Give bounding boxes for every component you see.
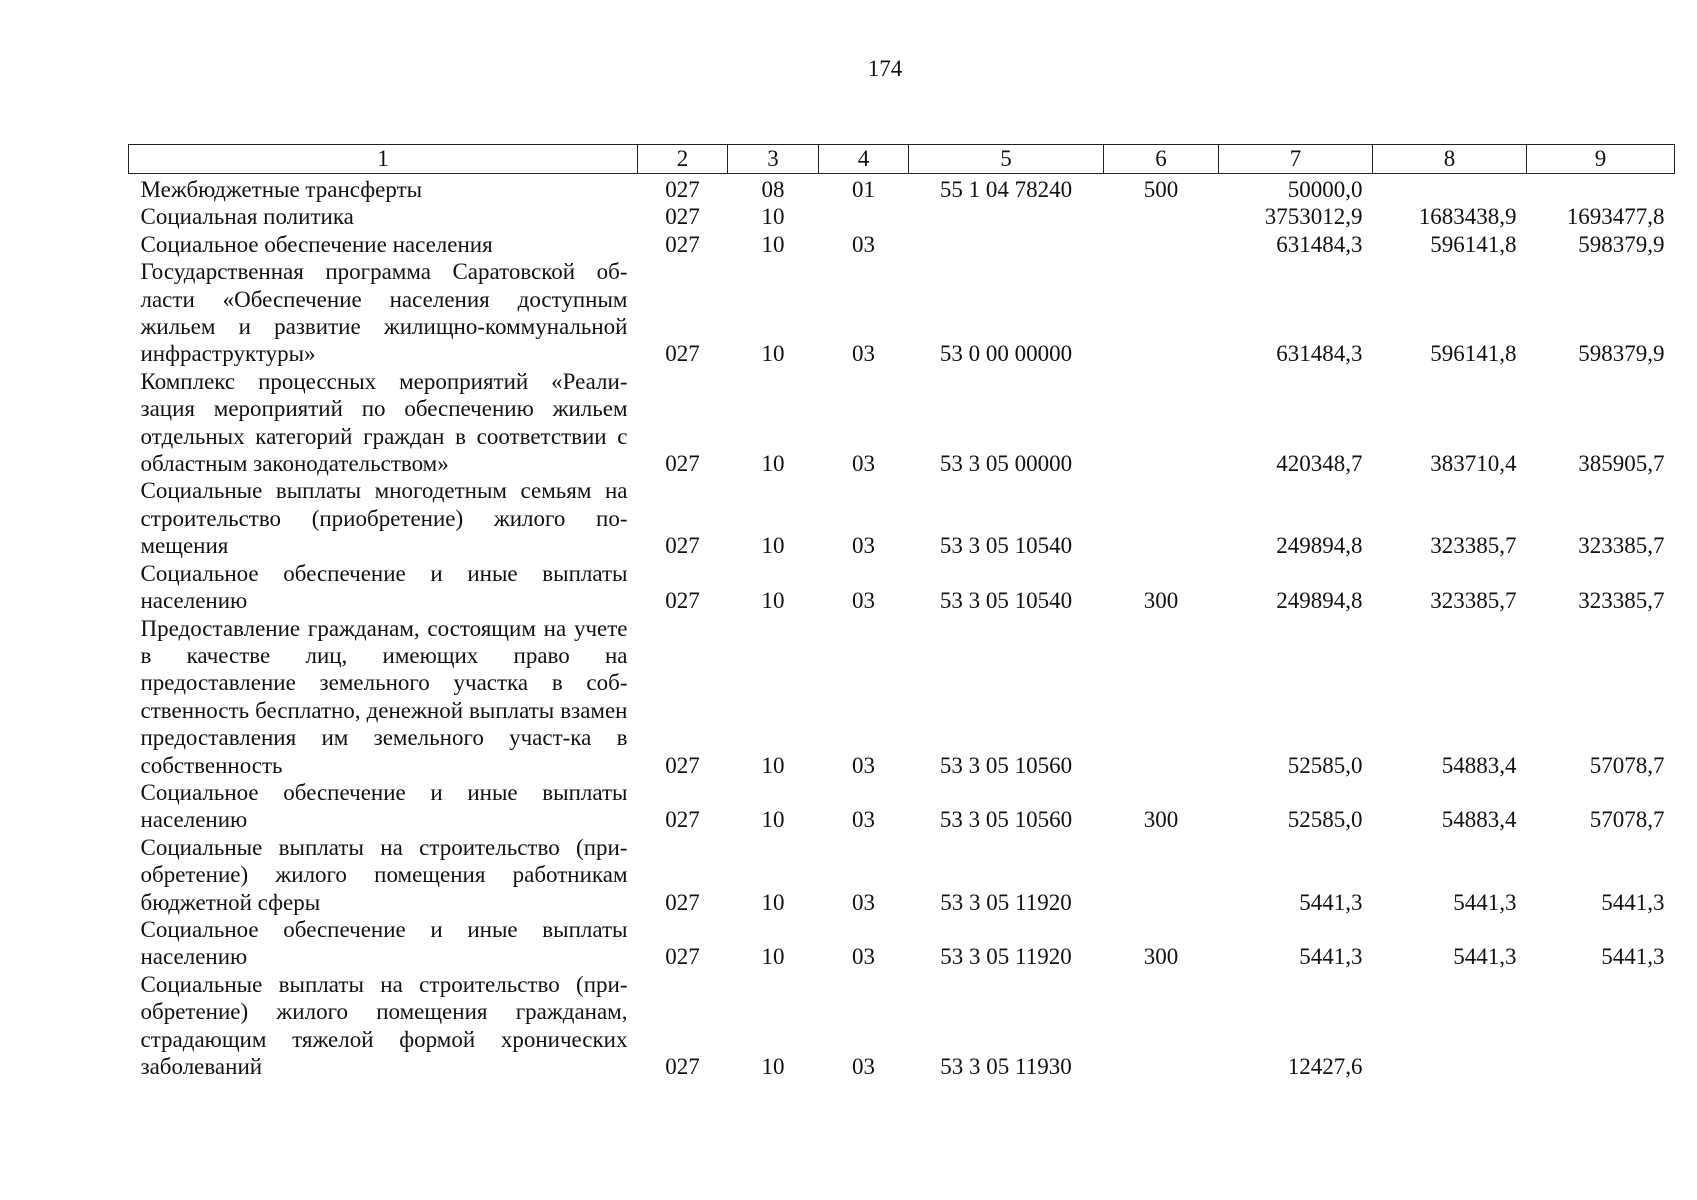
section-code: 10 xyxy=(761,1054,785,1079)
amount-year-2: 596141,8 xyxy=(1430,341,1517,367)
amount-year-3: 598379,9 xyxy=(1578,231,1665,257)
table-row xyxy=(129,916,1675,971)
admin-code: 027 xyxy=(665,533,700,559)
header-row xyxy=(129,145,1675,174)
table-row xyxy=(129,174,1675,204)
expense-type-code: 300 xyxy=(1143,944,1179,970)
admin-code: 027 xyxy=(665,1054,700,1079)
row-name: Предоставление гражданам, состоящим на учете в качестве лиц, имеющих право на предоставление земельного участка в соб-ственность бесплатно, денежной выплаты взамен предоставления им земельного участ-ка в собственность xyxy=(140,615,628,778)
table-row xyxy=(129,231,1675,258)
amount-year-3: 5441,3 xyxy=(1601,889,1665,915)
section-code: 10 xyxy=(761,451,785,477)
amount-year-2: 323385,7 xyxy=(1430,533,1517,559)
table-row xyxy=(129,477,1675,559)
amount-year-1: 5441,3 xyxy=(1299,944,1363,970)
column-header: 6 xyxy=(1104,145,1219,174)
table-row xyxy=(129,368,1675,478)
table-row xyxy=(129,779,1675,834)
amount-year-1: 52585,0 xyxy=(1287,807,1363,833)
amount-year-3: 57078,7 xyxy=(1589,752,1665,778)
row-name: Межбюджетные трансферты xyxy=(140,177,423,202)
expense-type-code xyxy=(1104,258,1219,368)
admin-code: 027 xyxy=(665,341,700,367)
target-code: 53 3 05 10540 xyxy=(939,533,1073,559)
admin-code: 027 xyxy=(665,752,700,778)
section-code: 10 xyxy=(761,889,785,915)
table-row xyxy=(129,615,1675,779)
amount-year-2: 54883,4 xyxy=(1441,807,1517,833)
target-code: 53 3 05 10540 xyxy=(939,588,1073,614)
admin-code: 027 xyxy=(665,807,700,833)
subsection-code: 03 xyxy=(852,807,875,833)
subsection-code: 01 xyxy=(852,177,875,202)
amount-year-1: 52585,0 xyxy=(1287,752,1363,778)
target-code: 53 3 05 00000 xyxy=(939,451,1073,477)
amount-year-3: 5441,3 xyxy=(1601,944,1665,970)
row-name: Социальные выплаты на строительство (при-обретение) жилого помещения работникам бюджетной сферы xyxy=(140,834,628,915)
admin-code: 027 xyxy=(665,588,700,614)
subsection-code: 03 xyxy=(852,533,875,559)
expense-type-code xyxy=(1104,477,1219,559)
target-code xyxy=(909,203,1104,230)
amount-year-1: 631484,3 xyxy=(1276,231,1363,257)
subsection-code xyxy=(819,203,909,230)
expense-type-code: 300 xyxy=(1143,807,1179,833)
section-code: 10 xyxy=(761,341,785,367)
subsection-code: 03 xyxy=(852,889,875,915)
row-name: Социальное обеспечение и иные выплаты населению xyxy=(140,560,628,614)
row-name: Государственная программа Саратовской об-ласти «Обеспечение населения доступным жильем и развитие жилищно-коммунальной инфраструктуры» xyxy=(140,259,628,367)
target-code xyxy=(909,231,1104,258)
column-header: 2 xyxy=(638,145,728,174)
subsection-code: 03 xyxy=(852,451,875,477)
row-name: Социальная политика xyxy=(140,204,354,230)
column-header: 9 xyxy=(1527,145,1675,174)
subsection-code: 03 xyxy=(852,588,875,614)
expense-type-code xyxy=(1104,203,1219,230)
amount-year-3: 1693477,8 xyxy=(1566,204,1665,230)
row-name: Социальное обеспечение и иные выплаты населению xyxy=(140,916,628,970)
target-code: 53 3 05 11920 xyxy=(940,944,1072,970)
row-name: Комплекс процессных мероприятий «Реали-зация мероприятий по обеспечению жильем отдельных категорий граждан в соответствии с областным законодательством» xyxy=(140,368,628,477)
admin-code: 027 xyxy=(665,944,700,970)
amount-year-2: 596141,8 xyxy=(1430,231,1517,257)
amount-year-1: 12427,6 xyxy=(1287,1054,1363,1079)
column-header: 1 xyxy=(129,145,638,174)
amount-year-3: 598379,9 xyxy=(1578,341,1665,367)
subsection-code: 03 xyxy=(852,944,875,970)
row-name: Социальное обеспечение и иные выплаты населению xyxy=(140,779,628,833)
amount-year-1: 249894,8 xyxy=(1276,533,1363,559)
admin-code: 027 xyxy=(665,231,700,257)
section-code: 10 xyxy=(761,588,785,614)
amount-year-2: 5441,3 xyxy=(1453,944,1517,970)
expense-type-code xyxy=(1104,834,1219,916)
section-code: 10 xyxy=(761,533,785,559)
amount-year-2 xyxy=(1373,971,1527,1081)
amount-year-1: 249894,8 xyxy=(1276,588,1363,614)
amount-year-2: 5441,3 xyxy=(1453,889,1517,915)
column-header: 7 xyxy=(1219,145,1373,174)
subsection-code: 03 xyxy=(852,231,875,257)
budget-table xyxy=(128,144,1675,1080)
amount-year-2: 383710,4 xyxy=(1430,451,1517,477)
subsection-code: 03 xyxy=(852,752,875,778)
amount-year-1: 5441,3 xyxy=(1299,889,1363,915)
amount-year-1: 420348,7 xyxy=(1276,451,1363,477)
amount-year-3: 323385,7 xyxy=(1578,588,1665,614)
column-header: 4 xyxy=(819,145,909,174)
expense-type-code xyxy=(1104,615,1219,779)
amount-year-2: 1683438,9 xyxy=(1418,204,1517,230)
admin-code: 027 xyxy=(665,451,700,477)
expense-type-code: 500 xyxy=(1143,177,1179,202)
amount-year-3 xyxy=(1527,971,1675,1081)
expense-type-code: 300 xyxy=(1143,588,1179,614)
admin-code: 027 xyxy=(665,889,700,915)
target-code: 53 3 05 10560 xyxy=(939,752,1073,778)
amount-year-1: 631484,3 xyxy=(1276,341,1363,367)
section-code: 10 xyxy=(761,944,785,970)
section-code: 10 xyxy=(761,231,785,257)
target-code: 55 1 04 78240 xyxy=(939,177,1073,202)
column-header: 8 xyxy=(1373,145,1527,174)
expense-type-code xyxy=(1104,971,1219,1081)
section-code: 10 xyxy=(761,204,785,230)
target-code: 53 3 05 10560 xyxy=(939,807,1073,833)
section-code: 10 xyxy=(761,807,785,833)
admin-code: 027 xyxy=(665,177,700,202)
table-row xyxy=(129,258,1675,368)
subsection-code: 03 xyxy=(852,341,875,367)
target-code: 53 3 05 11920 xyxy=(940,889,1072,915)
target-code: 53 3 05 11930 xyxy=(940,1054,1072,1079)
amount-year-2: 54883,4 xyxy=(1441,752,1517,778)
amount-year-1: 50000,0 xyxy=(1287,177,1363,202)
expense-type-code xyxy=(1104,231,1219,258)
row-name: Социальные выплаты на строительство (при-обретение) жилого помещения гражданам, страдающим тяжелой формой хронических заболеваний xyxy=(140,971,628,1079)
amount-year-3 xyxy=(1527,174,1675,204)
column-header: 5 xyxy=(909,145,1104,174)
section-code: 08 xyxy=(761,177,785,202)
amount-year-3: 385905,7 xyxy=(1578,451,1665,477)
amount-year-1: 3753012,9 xyxy=(1264,204,1363,230)
admin-code: 027 xyxy=(665,204,700,230)
expense-type-code xyxy=(1104,368,1219,478)
target-code: 53 0 00 00000 xyxy=(939,341,1073,367)
table-row xyxy=(129,971,1675,1081)
table-body xyxy=(129,174,1675,1081)
column-header: 3 xyxy=(728,145,819,174)
subsection-code: 03 xyxy=(852,1054,875,1079)
table-row xyxy=(129,203,1675,230)
row-name: Социальные выплаты многодетным семьям на строительство (приобретение) жилого по-мещения xyxy=(140,478,628,559)
row-name: Социальное обеспечение населения xyxy=(140,231,493,257)
section-code: 10 xyxy=(761,752,785,778)
amount-year-2: 323385,7 xyxy=(1430,588,1517,614)
table-row xyxy=(129,834,1675,916)
amount-year-3: 57078,7 xyxy=(1589,807,1665,833)
page-number: 174 xyxy=(867,56,903,81)
amount-year-2 xyxy=(1373,174,1527,204)
table-row xyxy=(129,560,1675,615)
amount-year-3: 323385,7 xyxy=(1578,533,1665,559)
